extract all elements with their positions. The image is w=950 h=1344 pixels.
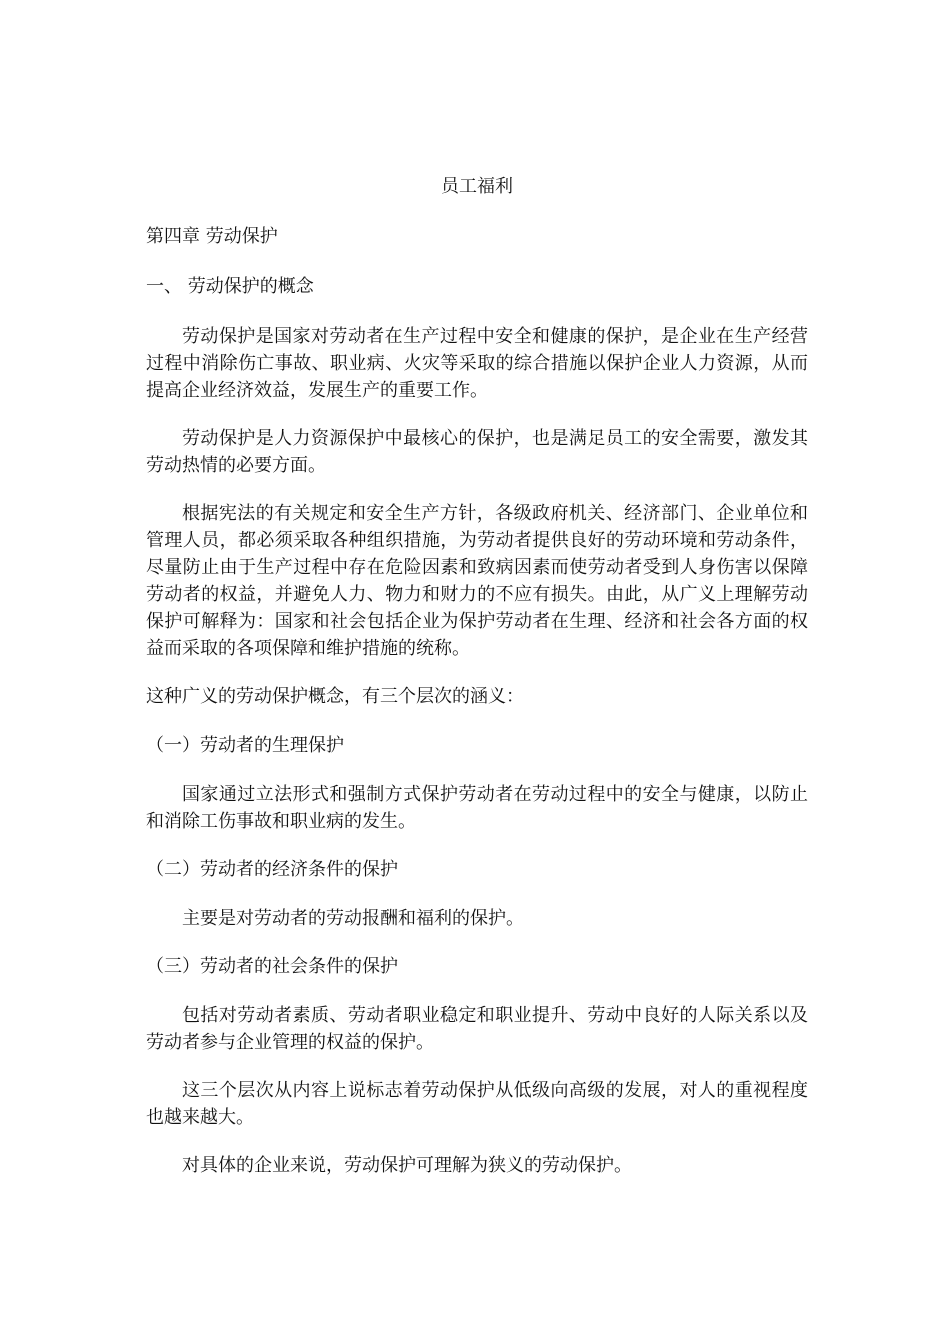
section-heading: 一、 劳动保护的概念 — [146, 276, 314, 297]
paragraph-physiological: 国家通过立法形式和强制方式保护劳动者在劳动过程中的安全与健康，以防止和消除工伤事故和职业病的发生。 — [146, 784, 808, 832]
paragraph-economic: 主要是对劳动者的劳动报酬和福利的保护。 — [182, 908, 524, 929]
paragraph-narrow: 对具体的企业来说，劳动保护可理解为狭义的劳动保护。 — [182, 1155, 632, 1176]
paragraph-definition: 劳动保护是国家对劳动者在生产过程中安全和健康的保护，是企业在生产经营过程中消除伤亡事故、职业病、火灾等采取的综合措施以保护企业人力资源，从而提高企业经济效益，发展生产的重要工作。 — [146, 326, 808, 401]
chapter-heading: 第四章 劳动保护 — [146, 226, 278, 247]
document-body — [146, 173, 808, 1200]
paragraph-three-levels: 这种广义的劳动保护概念，有三个层次的涵义： — [146, 686, 524, 707]
subheading-social: （三）劳动者的社会条件的保护 — [146, 956, 398, 977]
paragraph-core-protection: 劳动保护是人力资源保护中最核心的保护，也是满足员工的安全需要，激发其劳动热情的必要方面。 — [146, 428, 808, 476]
subheading-economic: （二）劳动者的经济条件的保护 — [146, 859, 398, 880]
paragraph-social: 包括对劳动者素质、劳动者职业稳定和职业提升、劳动中良好的人际关系以及劳动者参与企业管理的权益的保护。 — [146, 1005, 808, 1053]
subheading-physiological: （一）劳动者的生理保护 — [146, 735, 344, 756]
paragraph-development: 这三个层次从内容上说标志着劳动保护从低级向高级的发展，对人的重视程度也越来越大。 — [146, 1080, 808, 1128]
page-title: 员工福利 — [441, 176, 513, 197]
paragraph-broad-meaning: 根据宪法的有关规定和安全生产方针，各级政府机关、经济部门、企业单位和管理人员，都必须采取各种组织措施，为劳动者提供良好的劳动环境和劳动条件，尽量防止由于生产过程中存在危险因素和致病因素而使劳动者受到人身伤害以保障劳动者的权益，并避免人力、物力和财力的不应有损失。由此，从广义上理解劳动保护可解释为：国家和社会包括企业为保护劳动者在生理、经济和社会各方面的权益而采取的各项保障和维护措施的统称。 — [146, 503, 808, 659]
